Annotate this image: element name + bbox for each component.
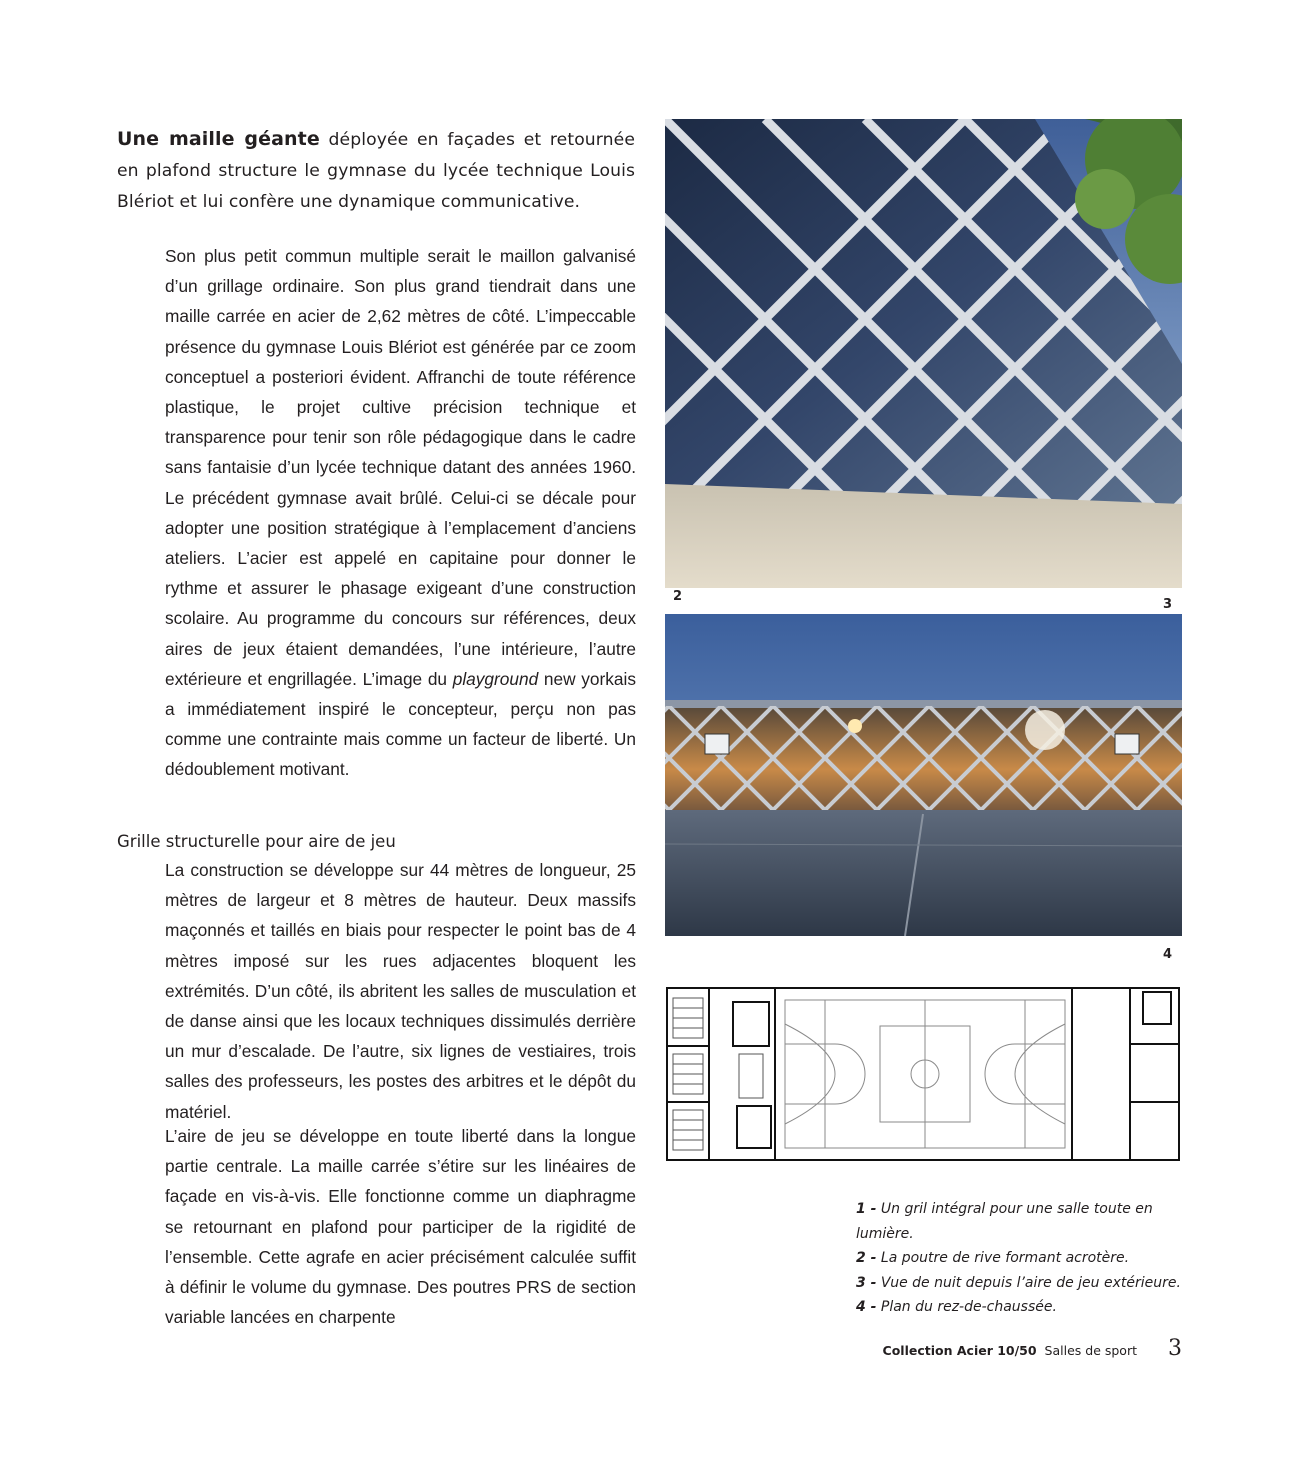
intro-text: déployée en façades et retournée en plafond structure le gymnase du lycée technique Louis Blériot et lui confère une dynamique communicative. bbox=[117, 130, 636, 212]
caption-1-text: Un gril intégral pour une salle toute en lumière. bbox=[856, 1201, 1153, 1242]
figure-captions bbox=[856, 1197, 1186, 1320]
caption-2-text: La poutre de rive formant acrotère. bbox=[876, 1250, 1130, 1266]
caption-3-text: Vue de nuit depuis l’aire de jeu extérieure. bbox=[876, 1274, 1181, 1291]
body-paragraph-2: La construction se développe sur 44 mètres de longueur, 25 mètres de largeur et 8 mètres de hauteur. Deux massifs maçonnés et taillés en biais pour respecter le point bas de 4 mètres imposé sur les rues adjacentes bloquent les extrémités. D’un côté, ils abritent les salles de musculation et de danse ainsi que les locaux techniques dissimulés derrière un mur d’escalade. De l’autre, six lignes de vestiaires, trois salles des professeurs, les postes des arbitres et le dépôt du matériel. bbox=[165, 860, 636, 1122]
caption-4-number: 4 - bbox=[856, 1299, 877, 1315]
caption-4-text: Plan du rez-de-chaussée. bbox=[876, 1299, 1057, 1315]
footer-section: Salles de sport bbox=[1044, 1343, 1137, 1358]
caption-4 bbox=[856, 1295, 1186, 1320]
body-paragraph-1 bbox=[165, 241, 636, 785]
body-paragraph-3: L’aire de jeu se développe en toute liberté dans la longue partie centrale. La maille carrée s’étire sur les linéaires de façade en vis-à-vis. Elle fonctionne comme un diaphragme se retournant en plafond pour participer de la rigidité de l’ensemble. Cette agrafe en acier précisément calculée suffit à définir le volume du gymnase. Des poutres PRS de section variable lancées en charpente bbox=[165, 1126, 636, 1328]
paragraph-1-part-b: new yorkais a immédiatement inspiré le concepteur, perçu non pas comme une contrainte mais comme un facteur de liberté. Un dédoublement motivant. bbox=[165, 668, 637, 780]
caption-2 bbox=[856, 1246, 1186, 1271]
ground-floor-plan bbox=[665, 984, 1182, 1162]
caption-3 bbox=[856, 1271, 1186, 1296]
paragraph-1-emphasis: playground bbox=[452, 668, 539, 689]
facade-photo bbox=[665, 119, 1182, 588]
figure-number-2: 2 bbox=[673, 589, 683, 604]
night-view-photo bbox=[665, 614, 1182, 936]
caption-3-number: 3 - bbox=[856, 1274, 877, 1291]
intro-lead: Une maille géante bbox=[117, 128, 320, 150]
intro-paragraph bbox=[117, 124, 635, 218]
figure-number-4: 4 bbox=[1163, 947, 1173, 962]
caption-2-number: 2 - bbox=[856, 1250, 877, 1266]
figure-number-3: 3 bbox=[1163, 597, 1173, 612]
page-footer bbox=[883, 1343, 1137, 1358]
footer-collection: Collection Acier 10/50 bbox=[882, 1343, 1037, 1358]
caption-1-number: 1 - bbox=[856, 1201, 877, 1217]
caption-1 bbox=[856, 1197, 1186, 1246]
section-subheading: Grille structurelle pour aire de jeu bbox=[117, 832, 396, 851]
page-number: 3 bbox=[1168, 1336, 1182, 1361]
paragraph-1-part-a: Son plus petit commun multiple serait le maillon galvanisé d’un grillage ordinaire. Son plus grand tiendrait dans une maille carrée en acier de 2,62 mètres de côté. L’impeccable présence du gymnase Louis Blériot est générée par ce zoom conceptuel a posteriori évident. Affranchi de toute référence plastique, le projet cultive précision technique et transparence pour tenir son rôle pédagogique dans le cadre sans fantaisie d’un lycée technique datant des années 1960. Le précédent gymnase avait brûlé. Celui-ci se décale pour adopter une position stratégique à l’emplacement d’anciens ateliers. L’acier est appelé en capitaine pour donner le rythme et assurer le phasage exigeant d’une construction scolaire. Au programme du concours sur références, deux aires de jeux étaient demandées, l’une intérieure, l’autre extérieure et engrillagée. L’image du bbox=[165, 246, 636, 689]
